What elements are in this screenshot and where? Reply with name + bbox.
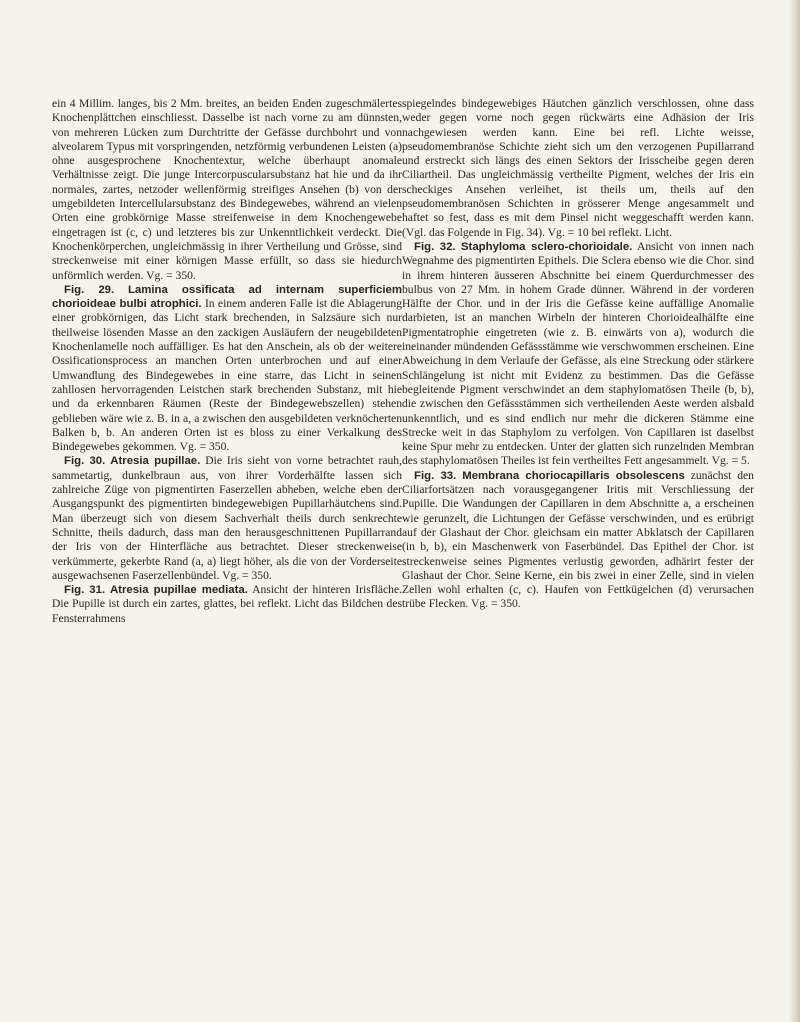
paragraph-continuation: ein 4 Millim. langes, bis 2 Mm. breites, an beiden Enden zugeschmälertes Knochenplättchen einschliesst. Dasselbe ist nach vorne zu am dünnsten, von mehreren Lücken zum Durchtritte der Gefässe durchbohrt und von alveolarem Typus mit vorspringenden, netzförmig verbundenen Leisten (a) ohne ausgesprochene Knochentextur, welche überhaupt anomale Verhältnisse zeigt. Die junge Intercorpuscularsubstanz hat hie und da ihr normales, zartes, netzoder wellenförmig streifiges Ansehen (b) von der umgebildeten Intercellularsubstanz des Bindegewebes, während an vielen Orten eine grobkörnige Masse streifenweise in dem Knochengewebe eingetragen ist (c, c) und letzteres bis zur Unkenntlichkeit verdeckt. Die Knochenkörperchen, ungleichmässig in ihrer Vertheilung und Grösse, sind streckenweise mit einer körnigen Masse erfüllt, so dass sie hiedurch unförmlich werden. Vg. = 350. bbox=[52, 97, 402, 282]
paragraph-continuation: spiegelndes bindegewebiges Häutchen gänzlich verschlossen, ohne dass weder gegen vorne noch gegen rückwärts eine Adhäsion der Iris nachgewiesen werden kann. Eine bei refl. Lichte weisse, pseudomembranöse Schichte zieht sich um den verzogenen Pupillarrand und erstreckt sich längs des einen Sektors der Irisscheibe gegen deren Ciliartheil. Das ungleichmässig vertheilte Pigment, welches der Iris ein scheckiges Ansehen verleihet, ist theils um, theils auf den pseudomembranösen Schichten in grösserer Menge angesammelt und haftet so fest, dass es mit dem Pinsel nicht weggeschafft werden kann. (Vgl. das Folgende in Fig. 34). Vg. = 10 bei reflekt. Licht. bbox=[402, 97, 754, 239]
figure-32-text: Ansicht von innen nach Wegnahme des pigmentirten Epithels. Die Sclera ebenso wie die Chor. sind in ihrem hinteren äusseren Abschnitte bei einem Querdurchmesser des bulbus von 27 Mm. in hohem Grade dünner. Während in der vorderen Hälfte der Chor. und in der Iris die Gefässe keine auffällige Anomalie darbieten, ist an manchen Wirbeln der hinteren Chorioidealhälfte eine Pigmentatrophie eingetreten (wie z. B. einwärts von a), wodurch die ineinander mündenden Gefässstämme wie verschwommen erscheinen. Eine Abweichung in dem Verlaufe der Gefässe, als eine Streckung oder stärkere Schlängelung ist nicht mit Evidenz zu bestimmen. Das die Gefässe begleitende Pigment verschwindet an dem staphylomatösen Theile (b, b), die zwischen den Gefässstämmen sich vertheilenden Aeste werden alsbald unkenntlich, und es sind endlich nur mehr die dickeren Stämme eine Strecke weit in das Staphylom zu verfolgen. Von Capillaren ist daselbst keine Spur mehr zu entdecken. Unter der glatten sich runzelnden Membran des staphylomatösen Theiles ist fein vertheiltes Fett angesammelt. Vg. = 5. bbox=[402, 239, 754, 468]
figure-30-label: Fig. 30. bbox=[64, 455, 106, 468]
figure-31-entry bbox=[52, 583, 402, 626]
figure-31-title: Atresia pupillae mediata. bbox=[109, 584, 248, 597]
figure-29-label: Fig. 29. bbox=[64, 283, 115, 296]
page-edge-shadow bbox=[788, 0, 800, 1022]
figure-30-entry bbox=[52, 454, 402, 583]
figure-32-entry bbox=[402, 240, 754, 469]
figure-32-label: Fig. 32. bbox=[414, 240, 456, 253]
left-column bbox=[52, 97, 402, 626]
right-column bbox=[402, 97, 754, 612]
figure-33-label: Fig. 33. bbox=[414, 469, 457, 482]
figure-32-title: Staphyloma sclero-chorioidale. bbox=[460, 240, 633, 253]
figure-31-text: Ansicht der hinteren Irisfläche. Die Pupille ist durch ein zartes, glattes, bei reflekt. Licht das Bildchen des Fensterrahmens bbox=[52, 583, 402, 625]
figure-33-entry bbox=[402, 469, 754, 612]
figure-30-title: Atresia pupillae. bbox=[110, 455, 201, 468]
figure-31-label: Fig. 31. bbox=[64, 584, 106, 597]
figure-33-title: Membrana choriocapillaris obsolescens bbox=[462, 469, 685, 482]
figure-30-text: Die Iris sieht von vorne betrachtet rauh, sammetartig, dunkelbraun aus, von ihrer Vorderhälfte lassen sich zahlreiche Züge von pigmentirten Faserzellen abheben, welche eben der Ausgangspunkt des pigmentirten bindegewebigen Pupillarhäutchens sind. Man überzeugt sich von diesem Sachverhalt theils durch senkrechte Schnitte, theils dadurch, dass man den herausgeschnittenen Pupillarrand der Iris von der Hinterfläche aus betrachtet. Dieser streckenweise verkümmerte, gekerbte Rand (a, a) liegt höher, als die von der Vorderseite ausgewachsenen Faserzellenbündel. Vg. = 350. bbox=[52, 454, 402, 582]
figure-29-title: Lamina ossificata ad internam superficiem chorioideae bulbi atrophici. bbox=[52, 283, 403, 311]
figure-29-entry bbox=[52, 283, 402, 455]
figure-33-text: zunächst den Ciliarfortsätzen nach vorausgegangener Iritis mit Verschliessung der Pupille. Die Wandungen der Capillaren in dem Abschnitte a, a erscheinen wie gerunzelt, die Lichtungen der Gefässe verschwinden, und es erübrigt auf der Glashaut der Chor. gleichsam ein matter Abklatsch der Capillaren (in b, b), ein Maschenwerk von Faserbündel. Das Epithel der Chor. ist streckenweise seines Pigmentes verlustig geworden, adhärirt fester der Glashaut der Chor. Seine Kerne, ein bis zwei in einer Zelle, sind in vielen Zellen wohl erhalten (c, c). Haufen von Fettkügelchen (d) verursachen trübe Flecken. Vg. = 350. bbox=[402, 468, 754, 611]
figure-29-text: In einem anderen Falle ist die Ablagerung einer grobkörnigen, das Licht stark brechenden, in Salzsäure sich nur theilweise lösenden Masse an den zackigen Ausläufern der neugebildeten Knochenlamelle noch auffälliger. Es hat den Anschein, als ob der weitere Ossificationsprocess an manchen Orten unterbrochen und auf einer Umwandlung des Bindegewebes in eine starre, das Licht in seinen zahllosen hervorragenden Leistchen stark brechenden Substanz, mit hie und da erkennbaren Räumen (Reste der Bindegewebszellen) stehen geblieben wäre wie z. B. in a, a zwischen den ausgebildeten verknöcherten Balken b, b. An anderen Orten ist es bloss zu einer Verkalkung des Bindegewebes gekommen. Vg. = 350. bbox=[52, 297, 402, 454]
